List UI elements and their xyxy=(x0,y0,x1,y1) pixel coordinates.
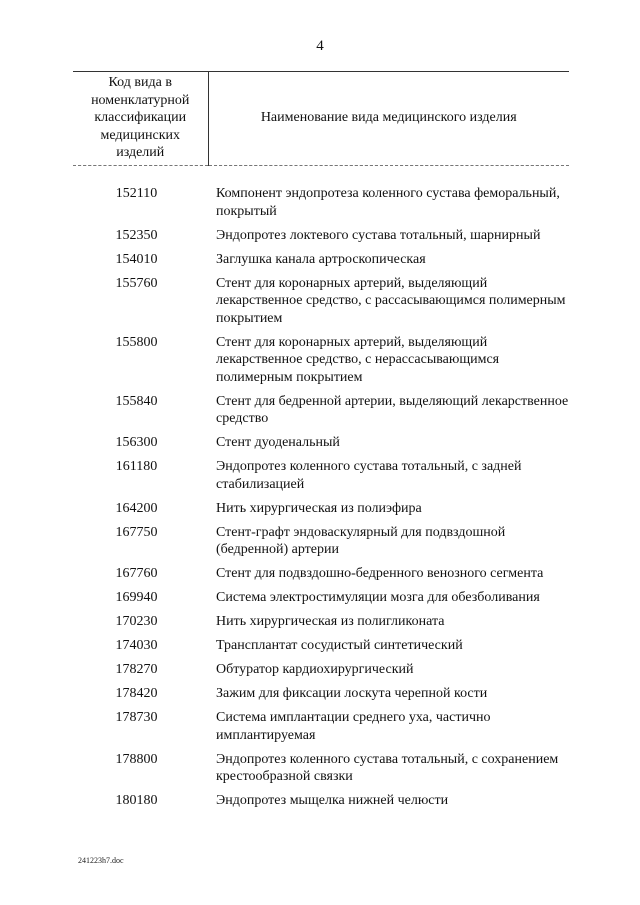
device-name-cell: Эндопротез мыщелка нижней челюсти xyxy=(216,793,449,808)
table-row xyxy=(73,751,569,793)
device-code-cell: 155840 xyxy=(115,393,158,409)
header-code-text: Код вида в номенклатурной классификации медицинских изделий xyxy=(91,75,190,160)
table-row xyxy=(73,434,569,458)
table-row xyxy=(73,685,569,709)
device-code-cell: 174030 xyxy=(115,638,158,653)
device-code-cell: 164200 xyxy=(115,500,158,516)
device-code-cell: 178270 xyxy=(115,662,158,677)
table-row xyxy=(73,565,569,589)
device-name-cell: Стент для бедренной артерии, выделяющий лекарственное средство xyxy=(216,393,569,426)
table-row xyxy=(73,227,569,251)
table-row xyxy=(73,589,569,613)
device-code-cell: 167750 xyxy=(115,524,158,540)
page-number: 4 xyxy=(316,38,324,54)
table-row xyxy=(73,637,569,661)
table-row xyxy=(73,393,569,435)
table-row xyxy=(73,524,569,566)
device-code-cell: 178420 xyxy=(115,686,158,701)
device-name-cell: Стент для коронарных артерий, выделяющий лекарственное средство, с рассасывающимся полимерным покрытием xyxy=(216,275,566,326)
device-name-cell: Обтуратор кардиохирургический xyxy=(216,662,414,677)
footer-filename: 241223h7.doc xyxy=(78,856,124,865)
table-row xyxy=(73,792,569,816)
device-name-cell: Нить хирургическая из полигликоната xyxy=(216,614,445,629)
device-name-cell: Заглушка канала артроскопическая xyxy=(216,251,426,267)
table-row xyxy=(73,709,569,751)
device-name-cell: Стент для коронарных артерий, выделяющий лекарственное средство, с нерассасывающимся полимерным покрытием xyxy=(216,334,500,385)
device-name-cell: Компонент эндопротеза коленного сустава феморальный, покрытый xyxy=(216,186,560,219)
device-name-cell: Эндопротез коленного сустава тотальный, с сохранением крестообразной связки xyxy=(216,751,559,784)
table-header-row xyxy=(73,72,569,166)
device-code-cell: 152110 xyxy=(115,186,158,201)
device-code-cell: 155800 xyxy=(115,334,158,350)
device-code-cell: 178730 xyxy=(115,710,158,725)
device-code-cell: 170230 xyxy=(115,614,158,629)
device-code-cell: 178800 xyxy=(115,751,158,767)
table-body xyxy=(73,165,569,816)
device-name-cell: Эндопротез локтевого сустава тотальный, шарнирный xyxy=(216,227,541,243)
table-row xyxy=(73,334,569,393)
table-row xyxy=(73,251,569,275)
table-row xyxy=(73,185,569,227)
table-row xyxy=(73,275,569,334)
device-code-cell: 180180 xyxy=(115,793,158,808)
device-name-cell: Стент-графт эндоваскулярный для подвздошной (бедренной) артерии xyxy=(216,524,506,557)
header-name-column: Наименование вида медицинского изделия xyxy=(208,72,569,166)
header-code-column xyxy=(73,72,208,166)
table-row xyxy=(73,500,569,524)
device-name-cell: Система электростимуляции мозга для обезболивания xyxy=(216,590,540,605)
device-name-cell: Зажим для фиксации лоскута черепной кости xyxy=(216,686,488,701)
table-row xyxy=(73,661,569,685)
device-code-cell: 154010 xyxy=(115,251,158,267)
device-code-cell: 156300 xyxy=(115,435,158,450)
nomenclature-table xyxy=(73,71,569,816)
device-name-cell: Нить хирургическая из полиэфира xyxy=(216,500,422,516)
device-code-cell: 167760 xyxy=(115,566,158,581)
device-code-cell: 169940 xyxy=(115,590,158,605)
device-name-cell: Трансплантат сосудистый синтетический xyxy=(216,638,463,653)
device-name-cell: Стент дуоденальный xyxy=(216,435,340,450)
device-name-cell: Система имплантации среднего уха, частично имплантируемая xyxy=(216,710,491,743)
device-code-cell: 155760 xyxy=(115,275,158,291)
table-row xyxy=(73,613,569,637)
table-row xyxy=(73,458,569,500)
table-spacer-row xyxy=(73,165,569,185)
device-name-cell: Эндопротез коленного сустава тотальный, с задней стабилизацией xyxy=(216,459,522,492)
device-code-cell: 161180 xyxy=(115,459,158,474)
device-name-cell: Стент для подвздошно-бедренного венозного сегмента xyxy=(216,566,544,581)
device-code-cell: 152350 xyxy=(115,227,158,243)
